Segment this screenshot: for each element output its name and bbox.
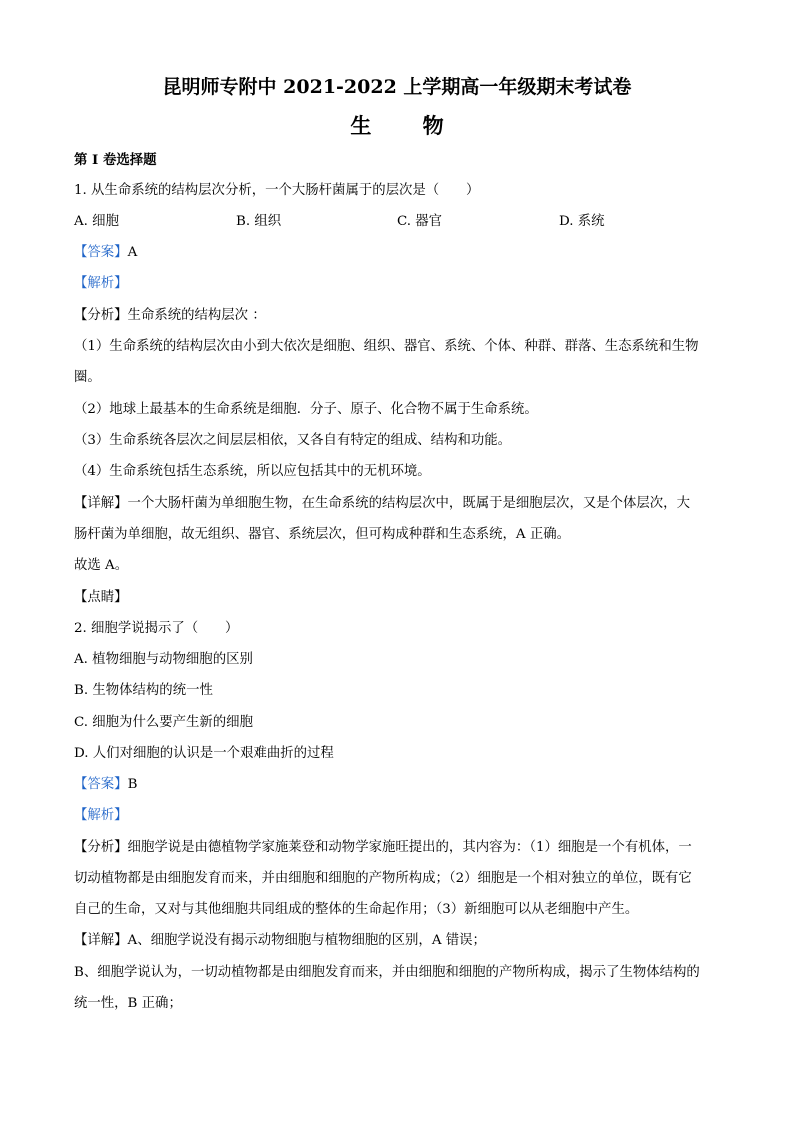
q1-answer (74, 244, 137, 262)
q1-point-2: （2）地球上最基本的生命系统是细胞．分子、原子、化合物不属于生命系统。 (74, 402, 538, 417)
section-heading: 第 I 卷选择题 (74, 152, 157, 168)
q2-option-d: D. 人们对细胞的认识是一个艰难曲折的过程 (74, 746, 334, 761)
q1-option-a: A. 细胞 (74, 214, 119, 229)
q2-detail-b1: B、细胞学说认为，一切动植物都是由细胞发育而来，并由细胞和细胞的产物所构成，揭示了生物体结构的 (74, 965, 700, 980)
subject-title: 生 物 (350, 113, 466, 138)
q2-detail-a: 【详解】A、细胞学说没有揭示动物细胞与植物细胞的区别，A 错误； (74, 933, 486, 948)
answer-tag: 【答案】 (74, 777, 128, 792)
q2-stem: 2. 细胞学说揭示了（ ） (74, 621, 239, 636)
q1-option-b: B. 组织 (236, 214, 282, 229)
q2-fenxi-a: 【分析】细胞学说是由德植物学家施莱登和动物学家施旺提出的，其内容为：（1）细胞是一个有机体，一 (74, 840, 692, 855)
q1-option-d: D. 系统 (559, 214, 605, 229)
q1-point-1a: （1）生命系统的结构层次由小到大依次是细胞、组织、器官、系统、个体、种群、群落、生态系统和生物 (74, 339, 699, 354)
answer-value: A (127, 245, 138, 260)
q1-dianjing: 【点睛】 (74, 590, 128, 605)
q1-fenxi: 【分析】生命系统的结构层次 ： (74, 308, 266, 323)
q2-fenxi-c: 自己的生命，又对与其他细胞共同组成的整体的生命起作用；（3）新细胞可以从老细胞中产生。 (74, 902, 639, 917)
q2-option-c: C. 细胞为什么要产生新的细胞 (74, 715, 253, 730)
answer-tag: 【答案】 (74, 245, 128, 260)
q2-analysis-tag: 【解析】 (74, 808, 128, 823)
q1-option-c: C. 器官 (397, 214, 443, 229)
q1-point-1b: 圈。 (74, 370, 101, 385)
q2-fenxi-b: 切动植物都是由细胞发育而来，并由细胞和细胞的产物所构成；（2）细胞是一个相对独立的单位，既有它 (74, 871, 692, 886)
q1-stem: 1. 从生命系统的结构层次分析，一个大肠杆菌属于的层次是（ ） (74, 183, 480, 198)
q1-detail-a: 【详解】一个大肠杆菌为单细胞生物，在生命系统的结构层次中，既属于是细胞层次，又是个体层次，大 (74, 496, 690, 511)
answer-value: B (127, 777, 138, 792)
exam-title: 昆明师专附中 2021-2022 上学期高一年级期末考试卷 (162, 76, 632, 98)
q1-analysis-tag: 【解析】 (74, 276, 128, 291)
q2-option-a: A. 植物细胞与动物细胞的区别 (74, 652, 253, 667)
q2-detail-b2: 统一性，B 正确； (74, 996, 182, 1011)
q1-choose: 故选 A。 (74, 558, 129, 573)
q2-answer (74, 776, 137, 794)
q2-option-b: B. 生物体结构的统一性 (74, 683, 213, 698)
q1-point-3: （3）生命系统各层次之间层层相依，又各自有特定的组成、结构和功能。 (74, 433, 512, 448)
q1-point-4: （4）生命系统包括生态系统，所以应包括其中的无机环境。 (74, 464, 431, 479)
q1-detail-b: 肠杆菌为单细胞，故无组织、器官、系统层次，但可构成种群和生态系统，A 正确。 (74, 527, 570, 542)
